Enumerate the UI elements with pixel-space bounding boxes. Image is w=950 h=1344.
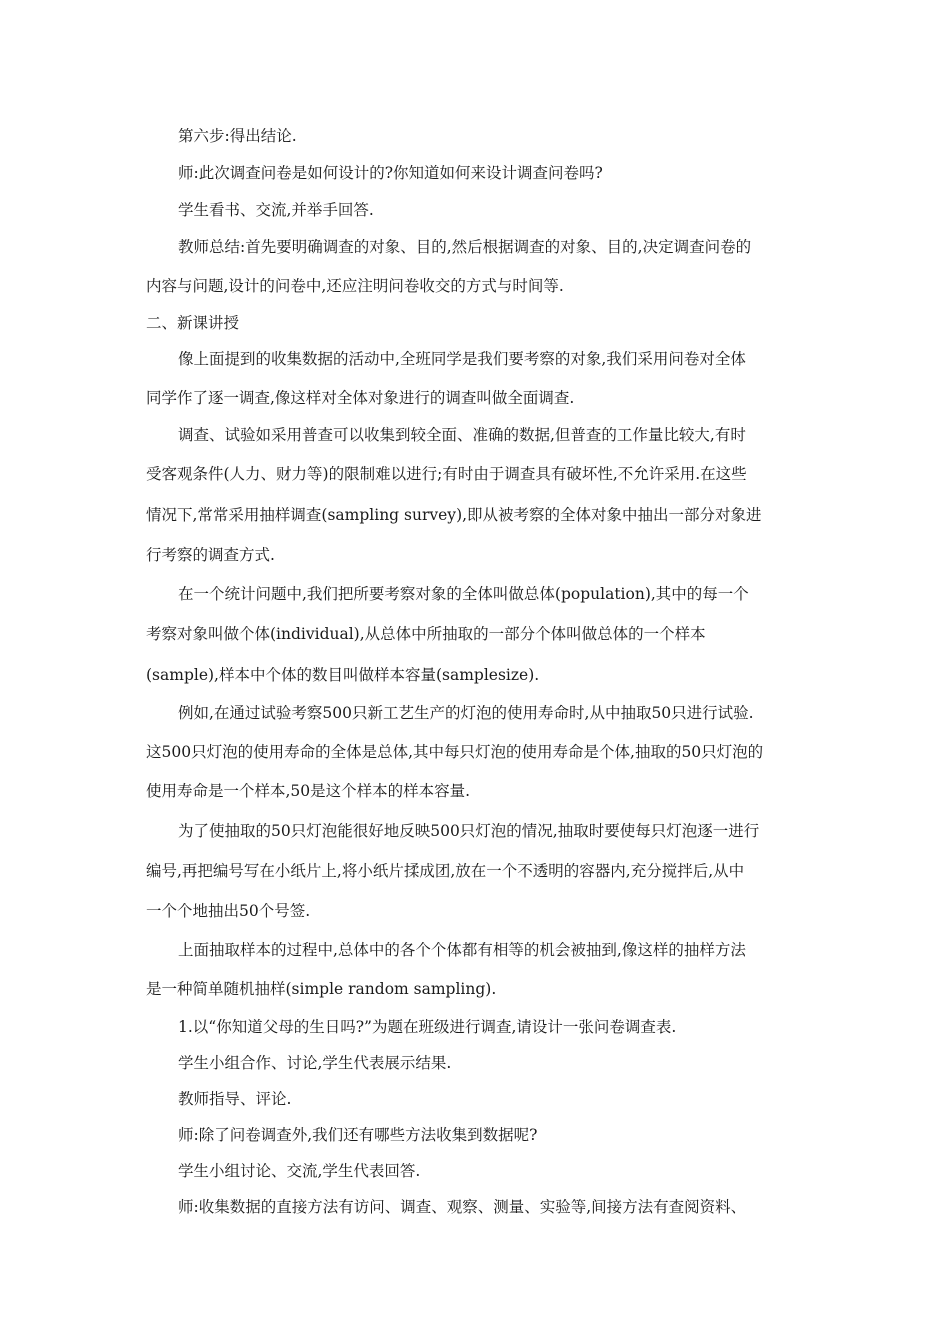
text-line: 这500只灯泡的使用寿命的全体是总体,其中每只灯泡的使用寿命是个体,抽取的50只灯泡的 <box>146 743 764 761</box>
text-line: 学生小组讨论、交流,学生代表回答. <box>178 1162 421 1180</box>
text-line: 师:此次调查问卷是如何设计的?你知道如何来设计调查问卷吗? <box>178 164 603 182</box>
text-line: 上面抽取样本的过程中,总体中的各个个体都有相等的机会被抽到,像这样的抽样方法 <box>178 941 746 959</box>
text-line: 师:除了问卷调查外,我们还有哪些方法收集到数据呢? <box>178 1126 538 1144</box>
text-line: (sample),样本中个体的数目叫做样本容量(samplesize). <box>146 666 540 684</box>
text-line: 同学作了逐一调查,像这样对全体对象进行的调查叫做全面调查. <box>146 389 575 407</box>
text-line: 考察对象叫做个体(individual),从总体中所抽取的一部分个体叫做总体的一个样本 <box>146 625 706 643</box>
text-line: 1.以“你知道父母的生日吗?”为题在班级进行调查,请设计一张问卷调查表. <box>178 1018 677 1036</box>
text-line: 情况下,常常采用抽样调查(sampling survey),即从被考察的全体对象中抽出一部分对象进 <box>146 506 762 524</box>
text-line: 受客观条件(人力、财力等)的限制难以进行;有时由于调查具有破坏性,不允许采用.在这些 <box>146 465 747 483</box>
text-line: 教师总结:首先要明确调查的对象、目的,然后根据调查的对象、目的,决定调查问卷的 <box>178 238 752 256</box>
section-heading: 二、新课讲授 <box>146 314 240 332</box>
text-line: 第六步:得出结论. <box>178 127 297 145</box>
text-line: 教师指导、评论. <box>178 1090 292 1108</box>
text-line: 例如,在通过试验考察500只新工艺生产的灯泡的使用寿命时,从中抽取50只进行试验. <box>178 704 754 722</box>
text-line: 一个个地抽出50个号签. <box>146 902 311 920</box>
text-line: 为了使抽取的50只灯泡能很好地反映500只灯泡的情况,抽取时要使每只灯泡逐一进行 <box>178 822 760 840</box>
text-line: 是一种简单随机抽样(simple random sampling). <box>146 980 497 998</box>
text-line: 学生小组合作、讨论,学生代表展示结果. <box>178 1054 452 1072</box>
text-line: 在一个统计问题中,我们把所要考察对象的全体叫做总体(population),其中的每一个 <box>178 585 749 603</box>
text-line: 行考察的调查方式. <box>146 546 275 564</box>
text-line: 内容与问题,设计的问卷中,还应注明问卷收交的方式与时间等. <box>146 277 564 295</box>
text-line: 调查、试验如采用普查可以收集到较全面、准确的数据,但普查的工作量比较大,有时 <box>178 426 746 444</box>
text-line: 学生看书、交流,并举手回答. <box>178 201 374 219</box>
text-line: 师:收集数据的直接方法有访问、调查、观察、测量、实验等,间接方法有查阅资料、 <box>178 1198 747 1216</box>
text-line: 编号,再把编号写在小纸片上,将小纸片揉成团,放在一个不透明的容器内,充分搅拌后,从中 <box>146 862 745 880</box>
text-line: 使用寿命是一个样本,50是这个样本的样本容量. <box>146 782 471 800</box>
text-line: 像上面提到的收集数据的活动中,全班同学是我们要考察的对象,我们采用问卷对全体 <box>178 350 746 368</box>
